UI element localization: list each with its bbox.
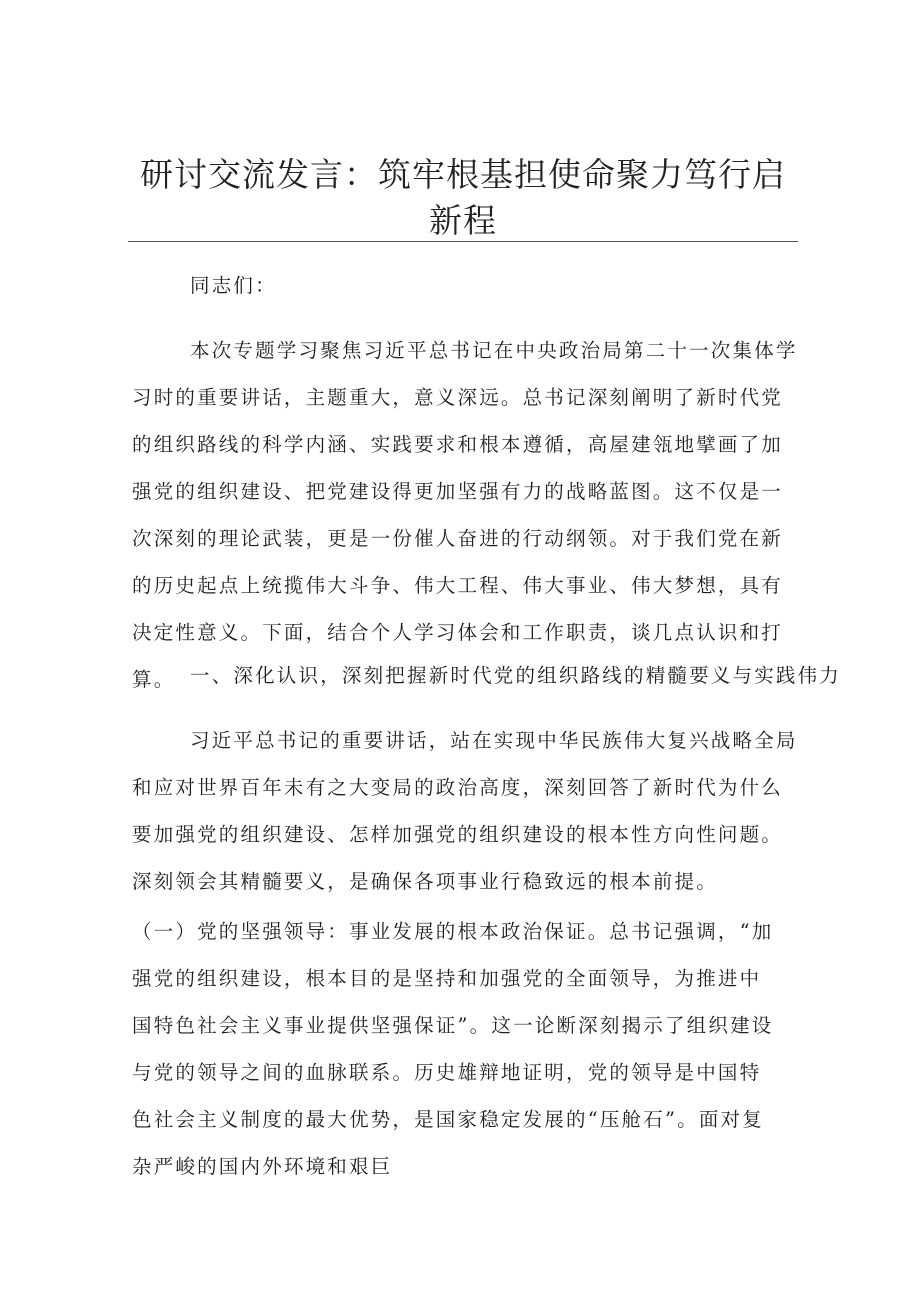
heading-one: 一、深化认识，深刻把握新时代党的组织路线的精髓要义与实践伟力 xyxy=(190,664,842,687)
intro-paragraph: 本次专题学习聚焦习近平总书记在中央政治局第二十一次集体学习时的重要讲话，主题重大，意义深远。总书记深刻阐明了新时代党的组织路线的科学内涵、实践要求和根本遵循，高屋建瓴地擘画了加强党的组织建设、把党建设得更加坚强有力的战略蓝图。这不仅是一次深刻的理论武装，更是一份催人奋进的行动纲领。对于我们党在新的历史起点上统揽伟大斗争、伟大工程、伟大事业、伟大梦想，具有决定性意义。下面，结合个人学习体会和工作职责，谈几点认识和打算。 xyxy=(132,339,798,691)
section-one-paragraph: （一）党的坚强领导：事业发展的根本政治保证。总书记强调，“加强党的组织建设，根本目的是坚持和加强党的全面领导，为推进中国特色社会主义事业提供坚强保证”。这一论断深刻揭示了组织建设与党的领导之间的血脉联系。历史雄辩地证明，党的领导是中国特色社会主义制度的最大优势，是国家稳定发展的“压舱石”。面对复杂严峻的国内外环境和艰巨 xyxy=(132,920,774,1178)
greeting: 同志们： xyxy=(190,274,277,297)
title-underline xyxy=(128,241,798,242)
document-title: 研讨交流发言：筑牢根基担使命聚力笃行启新程 xyxy=(140,155,786,240)
body-paragraph: 习近平总书记的重要讲话，站在实现中华民族伟大复兴战略全局和应对世界百年未有之大变局的政治高度，深刻回答了新时代为什么要加强党的组织建设、怎样加强党的组织建设的根本性方向性问题。深刻领会其精髓要义，是确保各项事业行稳致远的根本前提。 xyxy=(132,729,798,893)
